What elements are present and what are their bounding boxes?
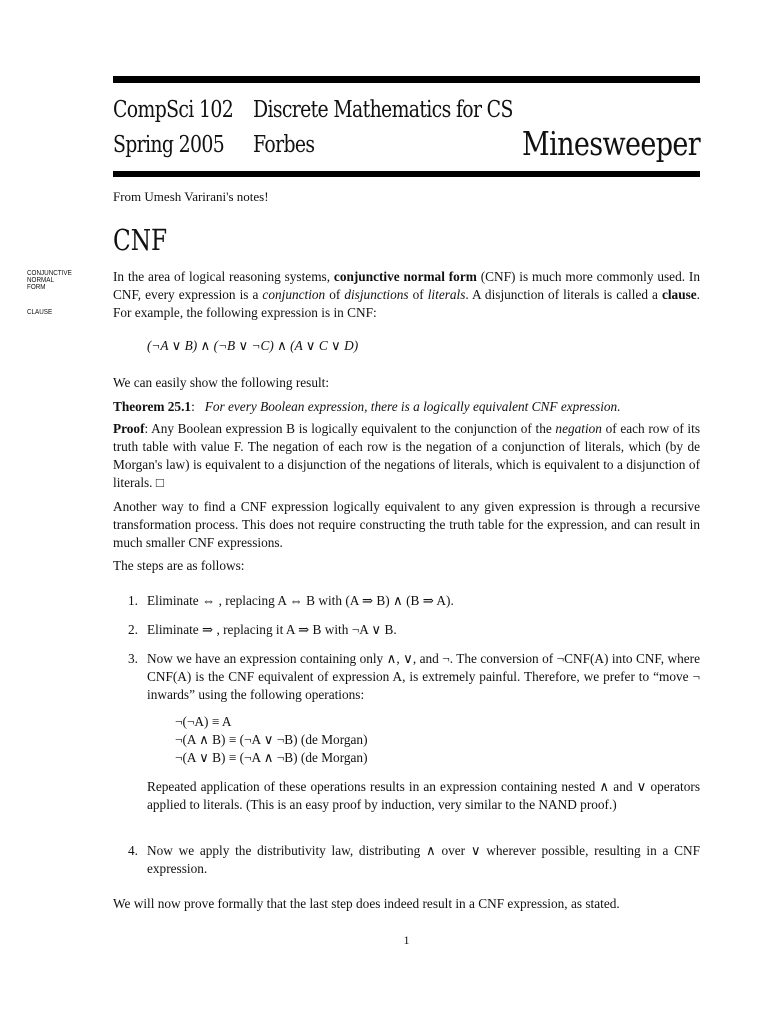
page-number: 1 — [403, 933, 410, 947]
steps-intro: The steps are as follows: — [113, 558, 245, 573]
section-title: CNF — [113, 223, 168, 257]
equivalence-double-negation: ¬(¬A) ≡ A — [175, 714, 232, 729]
course-title: Discrete Mathematics for CS — [253, 97, 513, 123]
equivalence-de-morgan-and: ¬(A ∧ B) ≡ (¬A ∨ ¬B) (de Morgan) — [175, 732, 368, 747]
instructor: Forbes — [253, 132, 315, 158]
intro-paragraph: In the area of logical reasoning systems, conjunctive normal form (CNF) is much more commonly used. In CNF, every expression is a conjunction of disjunctions of literals. A disjunction of literals is called a clause. For example, the following expression is in CNF: — [113, 269, 701, 320]
example-formula: (¬A ∨ B) ∧ (¬B ∨ ¬C) ∧ (A ∨ C ∨ D) — [147, 338, 359, 353]
closing-paragraph: We will now prove formally that the last step does indeed result in a CNF expression, as stated. — [113, 896, 620, 911]
header-top-rule — [113, 76, 700, 83]
source-note: From Umesh Varirani's notes! — [113, 189, 269, 204]
equivalence-de-morgan-or: ¬(A ∨ B) ≡ (¬A ∧ ¬B) (de Morgan) — [175, 750, 368, 765]
result-intro: We can easily show the following result: — [113, 375, 330, 390]
lecture-topic: Minesweeper — [522, 124, 700, 163]
course-code: CompSci 102 — [113, 97, 234, 123]
header-bottom-rule — [113, 171, 700, 177]
proof: Proof: Any Boolean expression B is logically equivalent to the conjunction of the negation of each row of its truth table with value F. The negation of each row is the negation of a conjunction of literals, which (by de Morgan's law) is equivalent to a disjunction of the negations of literals, which is equivalent to a disjunction of literals. □ — [113, 421, 700, 490]
term: Spring 2005 — [113, 132, 225, 158]
equivalences — [175, 713, 368, 767]
theorem: Theorem 25.1: For every Boolean expression, there is a logically equivalent CNF expression. — [113, 399, 621, 414]
another-way-paragraph: Another way to find a CNF expression logically equivalent to any given expression is through a recursive transformation process. This does not require constructing the truth table for the expression, and can result in much smaller CNF expressions. — [113, 499, 700, 550]
margin-note-clause: CLAUSE — [27, 309, 53, 316]
margin-note-cnf: CONJUNCTIVE NORMAL FORM — [27, 270, 72, 291]
